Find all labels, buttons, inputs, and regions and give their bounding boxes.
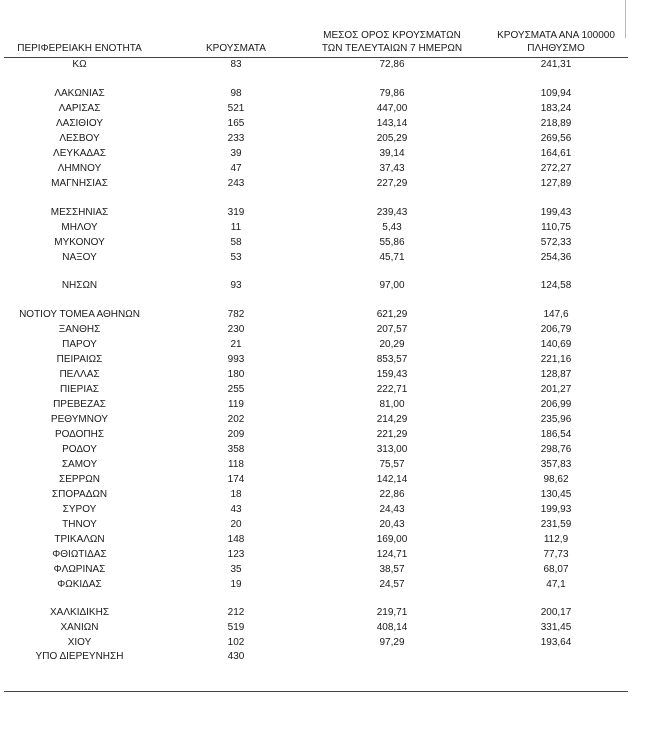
- table-row: [0, 503, 650, 517]
- cell-per100k: 127,89: [540, 178, 572, 189]
- cell-avg7: 205,29: [376, 133, 408, 144]
- cell-avg7: 227,29: [376, 178, 408, 189]
- table-row: [0, 338, 650, 352]
- cell-cases: 358: [227, 444, 245, 455]
- cell-avg7: 853,57: [376, 354, 408, 365]
- cell-per100k: 331,45: [540, 622, 572, 633]
- cell-per100k: 235,96: [540, 414, 572, 425]
- cell-per100k: 183,24: [540, 103, 572, 114]
- cell-per100k: 47,1: [546, 579, 566, 590]
- cell-cases: 209: [227, 429, 245, 440]
- cell-per100k: 272,27: [540, 163, 572, 174]
- cell-cases: 21: [230, 339, 242, 350]
- cell-per100k: 241,31: [540, 59, 572, 70]
- cell-region: ΡΕΘΥΜΝΟΥ: [50, 414, 109, 425]
- cell-cases: 118: [228, 459, 244, 470]
- cell-cases: 174: [227, 474, 245, 485]
- cell-region: ΤΗΝΟΥ: [62, 519, 97, 530]
- cell-avg7: 142,14: [376, 474, 408, 485]
- cell-region: ΡΟΔΟΥ: [62, 444, 97, 455]
- table-row: [0, 548, 650, 562]
- cell-per100k: 218,89: [540, 118, 572, 129]
- table-row: [0, 206, 650, 220]
- cell-cases: 993: [227, 354, 245, 365]
- cell-avg7: 39,14: [379, 148, 405, 159]
- cell-per100k: 164,61: [540, 148, 572, 159]
- cell-region: ΛΑΚΩΝΙΑΣ: [54, 88, 105, 99]
- cell-cases: 39: [230, 148, 242, 159]
- header-per100k: [488, 29, 624, 55]
- table-row: [0, 578, 650, 592]
- cell-cases: 519: [227, 622, 245, 633]
- cell-per100k: 128,87: [540, 369, 572, 380]
- cell-avg7: 37,43: [379, 163, 405, 174]
- cell-avg7: 97,29: [379, 637, 405, 648]
- cell-region: ΡΟΔΟΠΗΣ: [54, 429, 105, 440]
- cell-per100k: 201,27: [540, 384, 572, 395]
- cell-per100k: 206,79: [540, 324, 572, 335]
- cell-per100k: 147,6: [543, 309, 569, 320]
- header-avg7-line2: ΤΩΝ ΤΕΛΕΥΤΑΙΩΝ 7 ΗΜΕΡΩΝ: [321, 43, 463, 54]
- table-row: [0, 221, 650, 235]
- cell-region: ΣΠΟΡΑΔΩΝ: [51, 489, 108, 500]
- header-region-label: ΠΕΡΙΦΕΡΕΙΑΚΗ ΕΝΟΤΗΤΑ: [17, 43, 142, 54]
- table-row: [0, 236, 650, 250]
- cell-per100k: 206,99: [540, 399, 572, 410]
- cell-avg7: 159,43: [376, 369, 408, 380]
- cell-cases: 18: [230, 489, 242, 500]
- scan-edge-line: [625, 0, 626, 38]
- table-row: [0, 147, 650, 161]
- cell-region: ΚΩ: [72, 59, 87, 70]
- cell-per100k: 298,76: [540, 444, 572, 455]
- cell-cases: 255: [227, 384, 245, 395]
- cell-per100k: 193,64: [540, 637, 572, 648]
- cell-region: ΠΕΛΛΑΣ: [59, 369, 100, 380]
- cell-per100k: 186,54: [540, 429, 572, 440]
- cell-region: ΝΟΤΙΟΥ ΤΟΜΕΑ ΑΘΗΝΩΝ: [19, 309, 140, 320]
- cell-per100k: 77,73: [543, 549, 569, 560]
- cell-cases: 47: [230, 163, 242, 174]
- cell-region: ΜΗΛΟΥ: [61, 222, 98, 233]
- cell-region: ΧΑΝΙΩΝ: [60, 622, 99, 633]
- cell-avg7: 24,57: [379, 579, 405, 590]
- cell-avg7: 169,00: [376, 534, 408, 545]
- cell-avg7: 207,57: [376, 324, 408, 335]
- header-avg7-line1: ΜΕΣΟΣ ΟΡΟΣ ΚΡΟΥΣΜΑΤΩΝ: [323, 30, 461, 41]
- cell-cases: 782: [227, 309, 245, 320]
- cell-region: ΤΡΙΚΑΛΩΝ: [54, 534, 105, 545]
- cell-region: ΝΑΞΟΥ: [62, 252, 97, 263]
- cell-avg7: 72,86: [379, 59, 405, 70]
- table-row: [0, 308, 650, 322]
- cell-cases: 233: [227, 133, 245, 144]
- header-per100k-line1: ΚΡΟΥΣΜΑΤΑ ΑΝΑ 100000: [497, 30, 615, 41]
- cell-per100k: 221,16: [540, 354, 572, 365]
- cell-region: ΛΕΥΚΑΔΑΣ: [53, 148, 106, 159]
- cell-cases: 521: [227, 103, 245, 114]
- cell-region: ΜΕΣΣΗΝΙΑΣ: [50, 207, 109, 218]
- cell-cases: 202: [227, 414, 245, 425]
- cell-avg7: 239,43: [376, 207, 408, 218]
- cell-avg7: 219,71: [376, 607, 408, 618]
- table-row: [0, 428, 650, 442]
- header-region: [4, 42, 155, 55]
- header-per100k-line2: ΠΛΗΘΥΣΜΟ: [527, 43, 585, 54]
- table-row: [0, 383, 650, 397]
- cell-per100k: 269,56: [540, 133, 572, 144]
- cell-per100k: 130,45: [540, 489, 572, 500]
- cell-per100k: 254,36: [540, 252, 572, 263]
- cell-avg7: 20,43: [379, 519, 405, 530]
- cell-cases: 19: [230, 579, 242, 590]
- cell-per100k: 140,69: [540, 339, 572, 350]
- cell-region: ΠΕΙΡΑΙΩΣ: [56, 354, 103, 365]
- cell-avg7: 221,29: [376, 429, 408, 440]
- cell-cases: 165: [227, 118, 245, 129]
- cell-cases: 53: [230, 252, 242, 263]
- table-row: [0, 177, 650, 191]
- cell-region: ΛΑΣΙΘΙΟΥ: [56, 118, 103, 129]
- cell-avg7: 75,57: [379, 459, 405, 470]
- table-row: [0, 58, 650, 72]
- table-row: [0, 353, 650, 367]
- cell-avg7: 55,86: [379, 237, 405, 248]
- table-row: [0, 398, 650, 412]
- table-row: [0, 413, 650, 427]
- cell-cases: 243: [227, 178, 245, 189]
- cell-per100k: 68,07: [543, 564, 569, 575]
- table-row: [0, 279, 650, 293]
- cell-cases: 180: [227, 369, 245, 380]
- cell-avg7: 22,86: [379, 489, 405, 500]
- cell-cases: 11: [230, 222, 242, 233]
- cell-region: ΞΑΝΘΗΣ: [58, 324, 101, 335]
- cell-per100k: 112,9: [543, 534, 569, 545]
- cell-avg7: 408,14: [376, 622, 408, 633]
- cell-per100k: 124,58: [540, 280, 572, 291]
- cell-cases: 123: [227, 549, 245, 560]
- cell-region: ΥΠΟ ΔΙΕΡΕΥΝΗΣΗ: [35, 651, 124, 662]
- cell-region: ΧΑΛΚΙΔΙΚΗΣ: [50, 607, 109, 618]
- cell-per100k: 231,59: [540, 519, 572, 530]
- cell-cases: 102: [227, 637, 245, 648]
- cell-cases: 212: [227, 607, 245, 618]
- table-row: [0, 473, 650, 487]
- cell-per100k: 98,62: [543, 474, 569, 485]
- table-row: [0, 87, 650, 101]
- cell-cases: 20: [230, 519, 242, 530]
- cell-avg7: 97,00: [379, 280, 405, 291]
- cell-region: ΠΡΕΒΕΖΑΣ: [53, 399, 106, 410]
- table-row: [0, 102, 650, 116]
- table-row: [0, 117, 650, 131]
- table-row: [0, 458, 650, 472]
- cell-region: ΜΥΚΟΝΟΥ: [54, 237, 105, 248]
- cell-region: ΠΙΕΡΙΑΣ: [60, 384, 99, 395]
- cell-per100k: 572,33: [540, 237, 572, 248]
- cell-region: ΜΑΓΝΗΣΙΑΣ: [51, 178, 108, 189]
- cell-cases: 148: [227, 534, 245, 545]
- header-avg7: [303, 29, 481, 55]
- table-row: [0, 518, 650, 532]
- cell-cases: 319: [227, 207, 245, 218]
- table-row: [0, 488, 650, 502]
- cell-cases: 230: [227, 324, 245, 335]
- cell-avg7: 38,57: [379, 564, 405, 575]
- cell-avg7: 143,14: [376, 118, 408, 129]
- table-row: [0, 606, 650, 620]
- table-row: [0, 533, 650, 547]
- cell-region: ΣΕΡΡΩΝ: [59, 474, 100, 485]
- cell-avg7: 45,71: [379, 252, 405, 263]
- cell-region: ΝΗΣΩΝ: [61, 280, 98, 291]
- table-row: [0, 323, 650, 337]
- cell-cases: 35: [230, 564, 242, 575]
- cell-cases: 58: [230, 237, 242, 248]
- table-row: [0, 443, 650, 457]
- cell-cases: 83: [230, 59, 242, 70]
- cell-region: ΛΕΣΒΟΥ: [59, 133, 100, 144]
- cell-per100k: 199,93: [540, 504, 572, 515]
- table-row: [0, 368, 650, 382]
- cell-avg7: 5,43: [382, 222, 402, 233]
- header-cases-label: ΚΡΟΥΣΜΑΤΑ: [206, 43, 266, 54]
- cell-per100k: 199,43: [540, 207, 572, 218]
- cell-avg7: 24,43: [379, 504, 405, 515]
- cell-per100k: 110,75: [541, 222, 571, 233]
- table-row: [0, 621, 650, 635]
- cell-per100k: 109,94: [540, 88, 572, 99]
- table-row: [0, 650, 650, 664]
- table-row: [0, 251, 650, 265]
- table-row: [0, 132, 650, 146]
- cell-region: ΠΑΡΟΥ: [62, 339, 97, 350]
- table-row: [0, 563, 650, 577]
- cell-region: ΦΩΚΙΔΑΣ: [57, 579, 102, 590]
- cell-avg7: 124,71: [376, 549, 408, 560]
- cell-avg7: 20,29: [379, 339, 405, 350]
- cell-region: ΛΗΜΝΟΥ: [57, 163, 102, 174]
- table-row: [0, 162, 650, 176]
- cell-avg7: 79,86: [379, 88, 405, 99]
- cell-cases: 98: [230, 88, 242, 99]
- cell-avg7: 621,29: [376, 309, 408, 320]
- cell-avg7: 81,00: [379, 399, 405, 410]
- cell-region: ΧΙΟΥ: [67, 637, 92, 648]
- cell-per100k: 200,17: [540, 607, 572, 618]
- cell-avg7: 222,71: [376, 384, 408, 395]
- cell-region: ΣΥΡΟΥ: [62, 504, 97, 515]
- cell-avg7: 447,00: [376, 103, 408, 114]
- header-cases: [197, 42, 275, 55]
- table-bottom-rule: [4, 691, 628, 692]
- cell-per100k: 357,83: [540, 459, 572, 470]
- table-row: [0, 636, 650, 650]
- cell-region: ΦΘΙΩΤΙΔΑΣ: [52, 549, 107, 560]
- cell-region: ΦΛΩΡΙΝΑΣ: [53, 564, 106, 575]
- cell-avg7: 214,29: [376, 414, 408, 425]
- cell-cases: 119: [228, 399, 244, 410]
- cell-cases: 430: [227, 651, 245, 662]
- cell-region: ΣΑΜΟΥ: [61, 459, 98, 470]
- cell-cases: 93: [230, 280, 242, 291]
- cell-region: ΛΑΡΙΣΑΣ: [58, 103, 101, 114]
- cell-avg7: 313,00: [376, 444, 408, 455]
- cell-cases: 43: [230, 504, 242, 515]
